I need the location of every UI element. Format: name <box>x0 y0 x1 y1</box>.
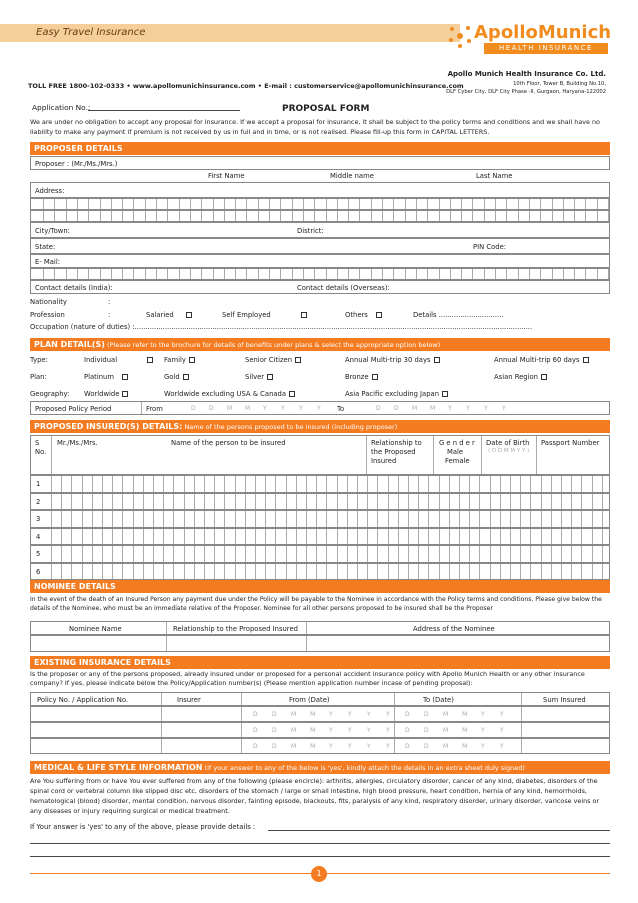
medical-yes-prompt: If Your answer is 'yes' to any of the above, please provide details : <box>30 823 256 831</box>
bronze-option[interactable] <box>345 373 378 381</box>
date-placeholder: M <box>291 711 297 718</box>
date-placeholder: Y <box>367 711 371 718</box>
insured-note: Name of the persons proposed to be insured (including proposer) <box>182 423 398 431</box>
others-option[interactable] <box>345 311 382 319</box>
silver-option[interactable] <box>245 373 273 381</box>
apex-option-label: Asia Pacific excluding Japan <box>345 390 440 398</box>
policy-period-row[interactable] <box>30 401 610 415</box>
checkbox[interactable] <box>186 312 192 318</box>
date-placeholder: D <box>424 727 429 734</box>
title-header: Mr./Ms./Mrs. <box>57 439 98 447</box>
nominee-address-col: Address of the Nominee <box>413 625 495 633</box>
insured-row[interactable] <box>30 510 610 528</box>
self-employed-label: Self Employed <box>222 311 271 319</box>
date-placeholder: Y <box>386 727 390 734</box>
logo-subtitle: HEALTH INSURANCE <box>484 43 608 54</box>
to-col: To (Date) <box>423 696 454 704</box>
date-placeholder: Y <box>500 711 504 718</box>
city-label: City/Town: <box>35 227 70 235</box>
page-title: PROPOSAL FORM <box>282 104 370 114</box>
checkbox[interactable] <box>541 374 547 380</box>
insured-header <box>30 420 610 433</box>
date-placeholder: Y <box>263 405 267 412</box>
asian-option[interactable] <box>494 373 547 381</box>
female-header: Female <box>445 457 470 465</box>
state-row[interactable] <box>30 238 610 254</box>
sno-header: S No. <box>35 439 47 456</box>
others-label: Others <box>345 311 368 319</box>
individual-option-label: Individual <box>84 356 118 364</box>
address-row[interactable] <box>30 182 610 198</box>
gold-option[interactable] <box>164 373 189 381</box>
date-placeholder: D <box>405 743 410 750</box>
checkbox[interactable] <box>376 312 382 318</box>
date-placeholder: Y <box>500 743 504 750</box>
logo-name: ApolloMunich <box>474 22 612 43</box>
gender-header: G e n d e r <box>439 439 475 447</box>
date-placeholder: Y <box>317 405 321 412</box>
checkbox[interactable] <box>122 391 128 397</box>
date-placeholder: D <box>253 711 258 718</box>
date-placeholder: D <box>424 711 429 718</box>
existing-entry-row[interactable] <box>30 722 610 738</box>
checkbox[interactable] <box>122 374 128 380</box>
medical-header <box>30 761 610 774</box>
nominee-header: NOMINEE DETAILS <box>30 580 610 593</box>
row-number: 6 <box>36 567 41 576</box>
male-header: Male <box>447 448 464 456</box>
date-placeholder: Y <box>367 727 371 734</box>
sun-logo-icon <box>448 24 474 48</box>
geography-label: Geography: <box>30 390 70 398</box>
date-placeholder: Y <box>348 727 352 734</box>
nominee-entry-row[interactable] <box>30 635 610 652</box>
insurer-col: Insurer <box>177 696 201 704</box>
date-placeholder: Y <box>502 405 506 412</box>
application-number-field[interactable] <box>88 110 240 111</box>
state-label: State: <box>35 243 56 251</box>
gold-option-label: Gold <box>164 373 180 381</box>
date-placeholder: M <box>412 405 418 412</box>
nominee-relationship-col: Relationship to the Proposed Insured <box>173 625 298 633</box>
to-label: To <box>337 405 345 413</box>
date-placeholder: M <box>291 727 297 734</box>
salaried-label: Salaried <box>146 311 174 319</box>
family-option[interactable] <box>164 356 195 364</box>
date-placeholder: M <box>443 727 449 734</box>
insured-title: PROPOSED INSURED(S) DETAILS: <box>34 422 183 431</box>
family-option-label: Family <box>164 356 186 364</box>
date-placeholder: Y <box>386 743 390 750</box>
policy-period-label: Proposed Policy Period <box>35 405 112 413</box>
checkbox[interactable] <box>147 357 153 363</box>
policy-col: Policy No. / Application No. <box>37 696 129 704</box>
sum-col: Sum Insured <box>543 696 586 704</box>
address-label: Address: <box>35 187 65 195</box>
nationality-label: Nationality <box>30 298 67 306</box>
worldwide-option-label: Worldwide <box>84 390 120 398</box>
row-number: 4 <box>36 532 41 541</box>
type-label: Type: <box>30 356 48 364</box>
insured-row[interactable] <box>30 475 610 493</box>
dob-format: ( D D M M Y Y ) <box>488 448 530 454</box>
date-placeholder: M <box>430 405 436 412</box>
existing-entry-row[interactable] <box>30 738 610 754</box>
amt60-option[interactable] <box>494 356 589 364</box>
proposer-name-row[interactable] <box>30 156 610 170</box>
plan-header <box>30 338 610 351</box>
colon: : <box>108 298 111 306</box>
date-placeholder: Y <box>386 711 390 718</box>
colon: : <box>108 311 111 319</box>
profession-label: Profession <box>30 311 65 319</box>
checkbox[interactable] <box>442 391 448 397</box>
date-placeholder: D <box>376 405 381 412</box>
rel-header-2: the Proposed <box>371 448 416 456</box>
company-name: Apollo Munich Health Insurance Co. Ltd. <box>447 70 606 78</box>
date-placeholder: Y <box>367 743 371 750</box>
intro-text: We are under no obligation to accept any proposal for insurance. If we accept a proposal for insurance, it shall be subject to the policy terms and conditions and we shall have no liability to make any payment if premium is not received by us in full and in time, or is not realised. Please fill-up this form in CAPITAL LETTERS. <box>30 118 600 136</box>
senior-option[interactable] <box>245 356 301 364</box>
company-address-1: 10th Floor, Tower B, Building No.10, <box>513 81 606 87</box>
name-subheads-row <box>30 170 610 182</box>
medical-text: Are You suffering from or have You ever suffered from any of the following (please encircle): arthritis, allergies, circulatory disorder, cancer of any kind, diabetes, disorders of the spinal cord or vertebral column like slipped disc etc, disorders of the stomach / large or small intestine, high blood pressure, heart condition, hernia of any kind, hemorrhoids, hematological (blood) disorder, mental condition, nervous disorder, fainting episode, blackouts, fits, paralysis of any kind, respiratory disorder, urinary disorder, varicose veins or any diseases or injury requiring surgical or medical treatment. <box>30 777 600 815</box>
email-label: E- Mail: <box>35 258 61 266</box>
amt30-option[interactable] <box>345 356 440 364</box>
insured-row[interactable] <box>30 563 610 581</box>
medical-details-line-2[interactable] <box>30 843 610 844</box>
dob-header: Date of Birth <box>486 439 530 447</box>
amt30-option-label: Annual Multi-trip 30 days <box>345 356 431 364</box>
amt60-option-label: Annual Multi-trip 60 days <box>494 356 580 364</box>
apex-option[interactable] <box>345 390 448 398</box>
date-placeholder: Y <box>348 743 352 750</box>
checkbox[interactable] <box>183 374 189 380</box>
occupation-line[interactable]: Occupation (nature of duties) :........................................................................................................................................................................................ <box>30 323 533 331</box>
date-placeholder: Y <box>299 405 303 412</box>
toll-free-line: TOLL FREE 1800-102-0333 • www.apollomunichinsurance.com • E-mail : customerservice@apollomunichinsurance.com <box>28 82 464 90</box>
checkbox[interactable] <box>434 357 440 363</box>
from-col: From (Date) <box>289 696 330 704</box>
date-placeholder: Y <box>448 405 452 412</box>
date-placeholder: M <box>227 405 233 412</box>
last-name-label: Last Name <box>476 172 513 180</box>
date-placeholder: Y <box>466 405 470 412</box>
plan-label: Plan: <box>30 373 47 381</box>
date-placeholder: M <box>443 711 449 718</box>
date-placeholder: M <box>462 711 468 718</box>
from-label: From <box>146 405 163 413</box>
pin-label: PIN Code: <box>473 243 507 251</box>
city-row[interactable] <box>30 222 610 238</box>
row-number: 3 <box>36 515 41 523</box>
date-placeholder: D <box>253 743 258 750</box>
nominee-header-row <box>30 621 610 635</box>
date-placeholder: M <box>462 727 468 734</box>
checkbox[interactable] <box>583 357 589 363</box>
bronze-option-label: Bronze <box>345 373 369 381</box>
middle-name-label: Middle name <box>330 172 374 180</box>
row-number: 1 <box>36 480 41 488</box>
asian-option-label: Asian Region <box>494 373 538 381</box>
wwex-option[interactable] <box>164 390 295 398</box>
self-employed-option[interactable] <box>222 311 307 319</box>
date-placeholder: D <box>272 743 277 750</box>
salaried-option[interactable] <box>146 311 192 319</box>
date-placeholder: M <box>310 743 316 750</box>
proposer-label: Proposer : (Mr./Ms./Mrs.) <box>35 160 118 168</box>
date-placeholder: D <box>405 727 410 734</box>
date-placeholder: Y <box>481 711 485 718</box>
checkbox[interactable] <box>267 374 273 380</box>
silver-option-label: Silver <box>245 373 265 381</box>
date-placeholder: D <box>253 727 258 734</box>
worldwide-option[interactable] <box>84 390 128 398</box>
date-placeholder: D <box>272 711 277 718</box>
medical-title: MEDICAL & LIFE STYLE INFORMATION <box>34 763 203 772</box>
insured-row[interactable] <box>30 545 610 563</box>
existing-header-row <box>30 692 610 706</box>
rel-header-3: Insured <box>371 457 397 465</box>
date-placeholder: M <box>310 727 316 734</box>
date-placeholder: Y <box>329 743 333 750</box>
nominee-text: In the event of the death of an Insured Person any payment due under the Policy will be payable to the Nominee in accordance with the Policy terms and conditions. Please give below the details of the Nominee, who must be an immediate relative of the Proposer. Nominee for all other persons proposed to be insured shall be the Proposer <box>30 596 602 612</box>
first-name-label: First Name <box>208 172 245 180</box>
plan-title: PLAN DETAIL(S) <box>34 340 105 349</box>
profession-details[interactable]: Details .............................. <box>413 311 504 319</box>
date-placeholder: D <box>209 405 214 412</box>
checkbox[interactable] <box>372 374 378 380</box>
row-number: 2 <box>36 497 41 506</box>
checkbox[interactable] <box>301 312 307 318</box>
checkbox[interactable] <box>189 357 195 363</box>
contact-india-label: Contact details (India): <box>35 284 113 292</box>
name-header: Name of the person to be insured <box>171 439 286 447</box>
product-banner <box>0 24 460 42</box>
date-placeholder: Y <box>500 727 504 734</box>
nominee-name-col: Nominee Name <box>69 625 122 633</box>
date-placeholder: Y <box>329 711 333 718</box>
address-grid-row-2[interactable] <box>30 210 610 222</box>
existing-insurance-text: Is the proposer or any of the persons proposed, already insured under or proposed for a personal accident insurance policy with Apollo Munich Health or any other insurance company? If yes, please indicate below the Policy/Application number(s) (Please mention application number incase of pending proposal): <box>30 670 585 687</box>
application-number-label: Application No.: <box>32 103 91 112</box>
email-grid-row[interactable] <box>30 268 610 280</box>
plan-note: (Please refer to the brochure for details of benefits under plans & select the appropriate option below) <box>104 341 441 349</box>
date-placeholder: Y <box>481 743 485 750</box>
senior-option-label: Senior Citizen <box>245 356 293 364</box>
date-placeholder: Y <box>329 727 333 734</box>
date-placeholder: Y <box>348 711 352 718</box>
insured-header-row <box>30 435 610 475</box>
date-placeholder: M <box>245 405 251 412</box>
existing-insurance-header: EXISTING INSURANCE DETAILS <box>30 656 610 669</box>
insured-row[interactable] <box>30 493 610 511</box>
district-label: District: <box>297 227 324 235</box>
medical-details-line-3[interactable] <box>30 856 610 857</box>
address-grid-row[interactable] <box>30 198 610 210</box>
date-placeholder: Y <box>281 405 285 412</box>
platinum-option-label: Platinum <box>84 373 114 381</box>
insured-row[interactable] <box>30 528 610 546</box>
date-placeholder: D <box>405 711 410 718</box>
logo <box>444 22 614 56</box>
platinum-option[interactable] <box>84 373 128 381</box>
checkbox[interactable] <box>289 391 295 397</box>
date-placeholder: D <box>394 405 399 412</box>
date-placeholder: M <box>462 743 468 750</box>
proposer-header: PROPOSER DETAILS <box>30 142 610 155</box>
company-address-2: DLF Cyber City, DLF City Phase -II, Gurgaon, Haryana-122002 <box>446 89 606 95</box>
date-placeholder: D <box>424 743 429 750</box>
email-row[interactable] <box>30 254 610 268</box>
passport-header: Passport Number <box>541 439 600 447</box>
date-placeholder: M <box>291 743 297 750</box>
page-number: 1 <box>311 866 327 882</box>
individual-option[interactable] <box>84 356 153 364</box>
rel-header-1: Relationship to <box>371 439 422 447</box>
date-placeholder: Y <box>481 727 485 734</box>
date-placeholder: D <box>272 727 277 734</box>
checkbox[interactable] <box>295 357 301 363</box>
contact-row[interactable] <box>30 280 610 294</box>
row-number: 5 <box>36 550 41 558</box>
date-placeholder: M <box>443 743 449 750</box>
wwex-option-label: Worldwide excluding USA & Canada <box>164 390 287 398</box>
product-name: Easy Travel Insurance <box>36 27 146 38</box>
date-placeholder: M <box>310 711 316 718</box>
date-placeholder: D <box>191 405 196 412</box>
date-placeholder: Y <box>484 405 488 412</box>
existing-entry-row[interactable] <box>30 706 610 722</box>
medical-note: (If your answer to any of the below is 'yes', kindly attach the details in an extra sheet duly signed) <box>202 764 525 772</box>
medical-details-line-1[interactable] <box>268 830 610 831</box>
contact-overseas-label: Contact details (Overseas): <box>297 284 390 292</box>
